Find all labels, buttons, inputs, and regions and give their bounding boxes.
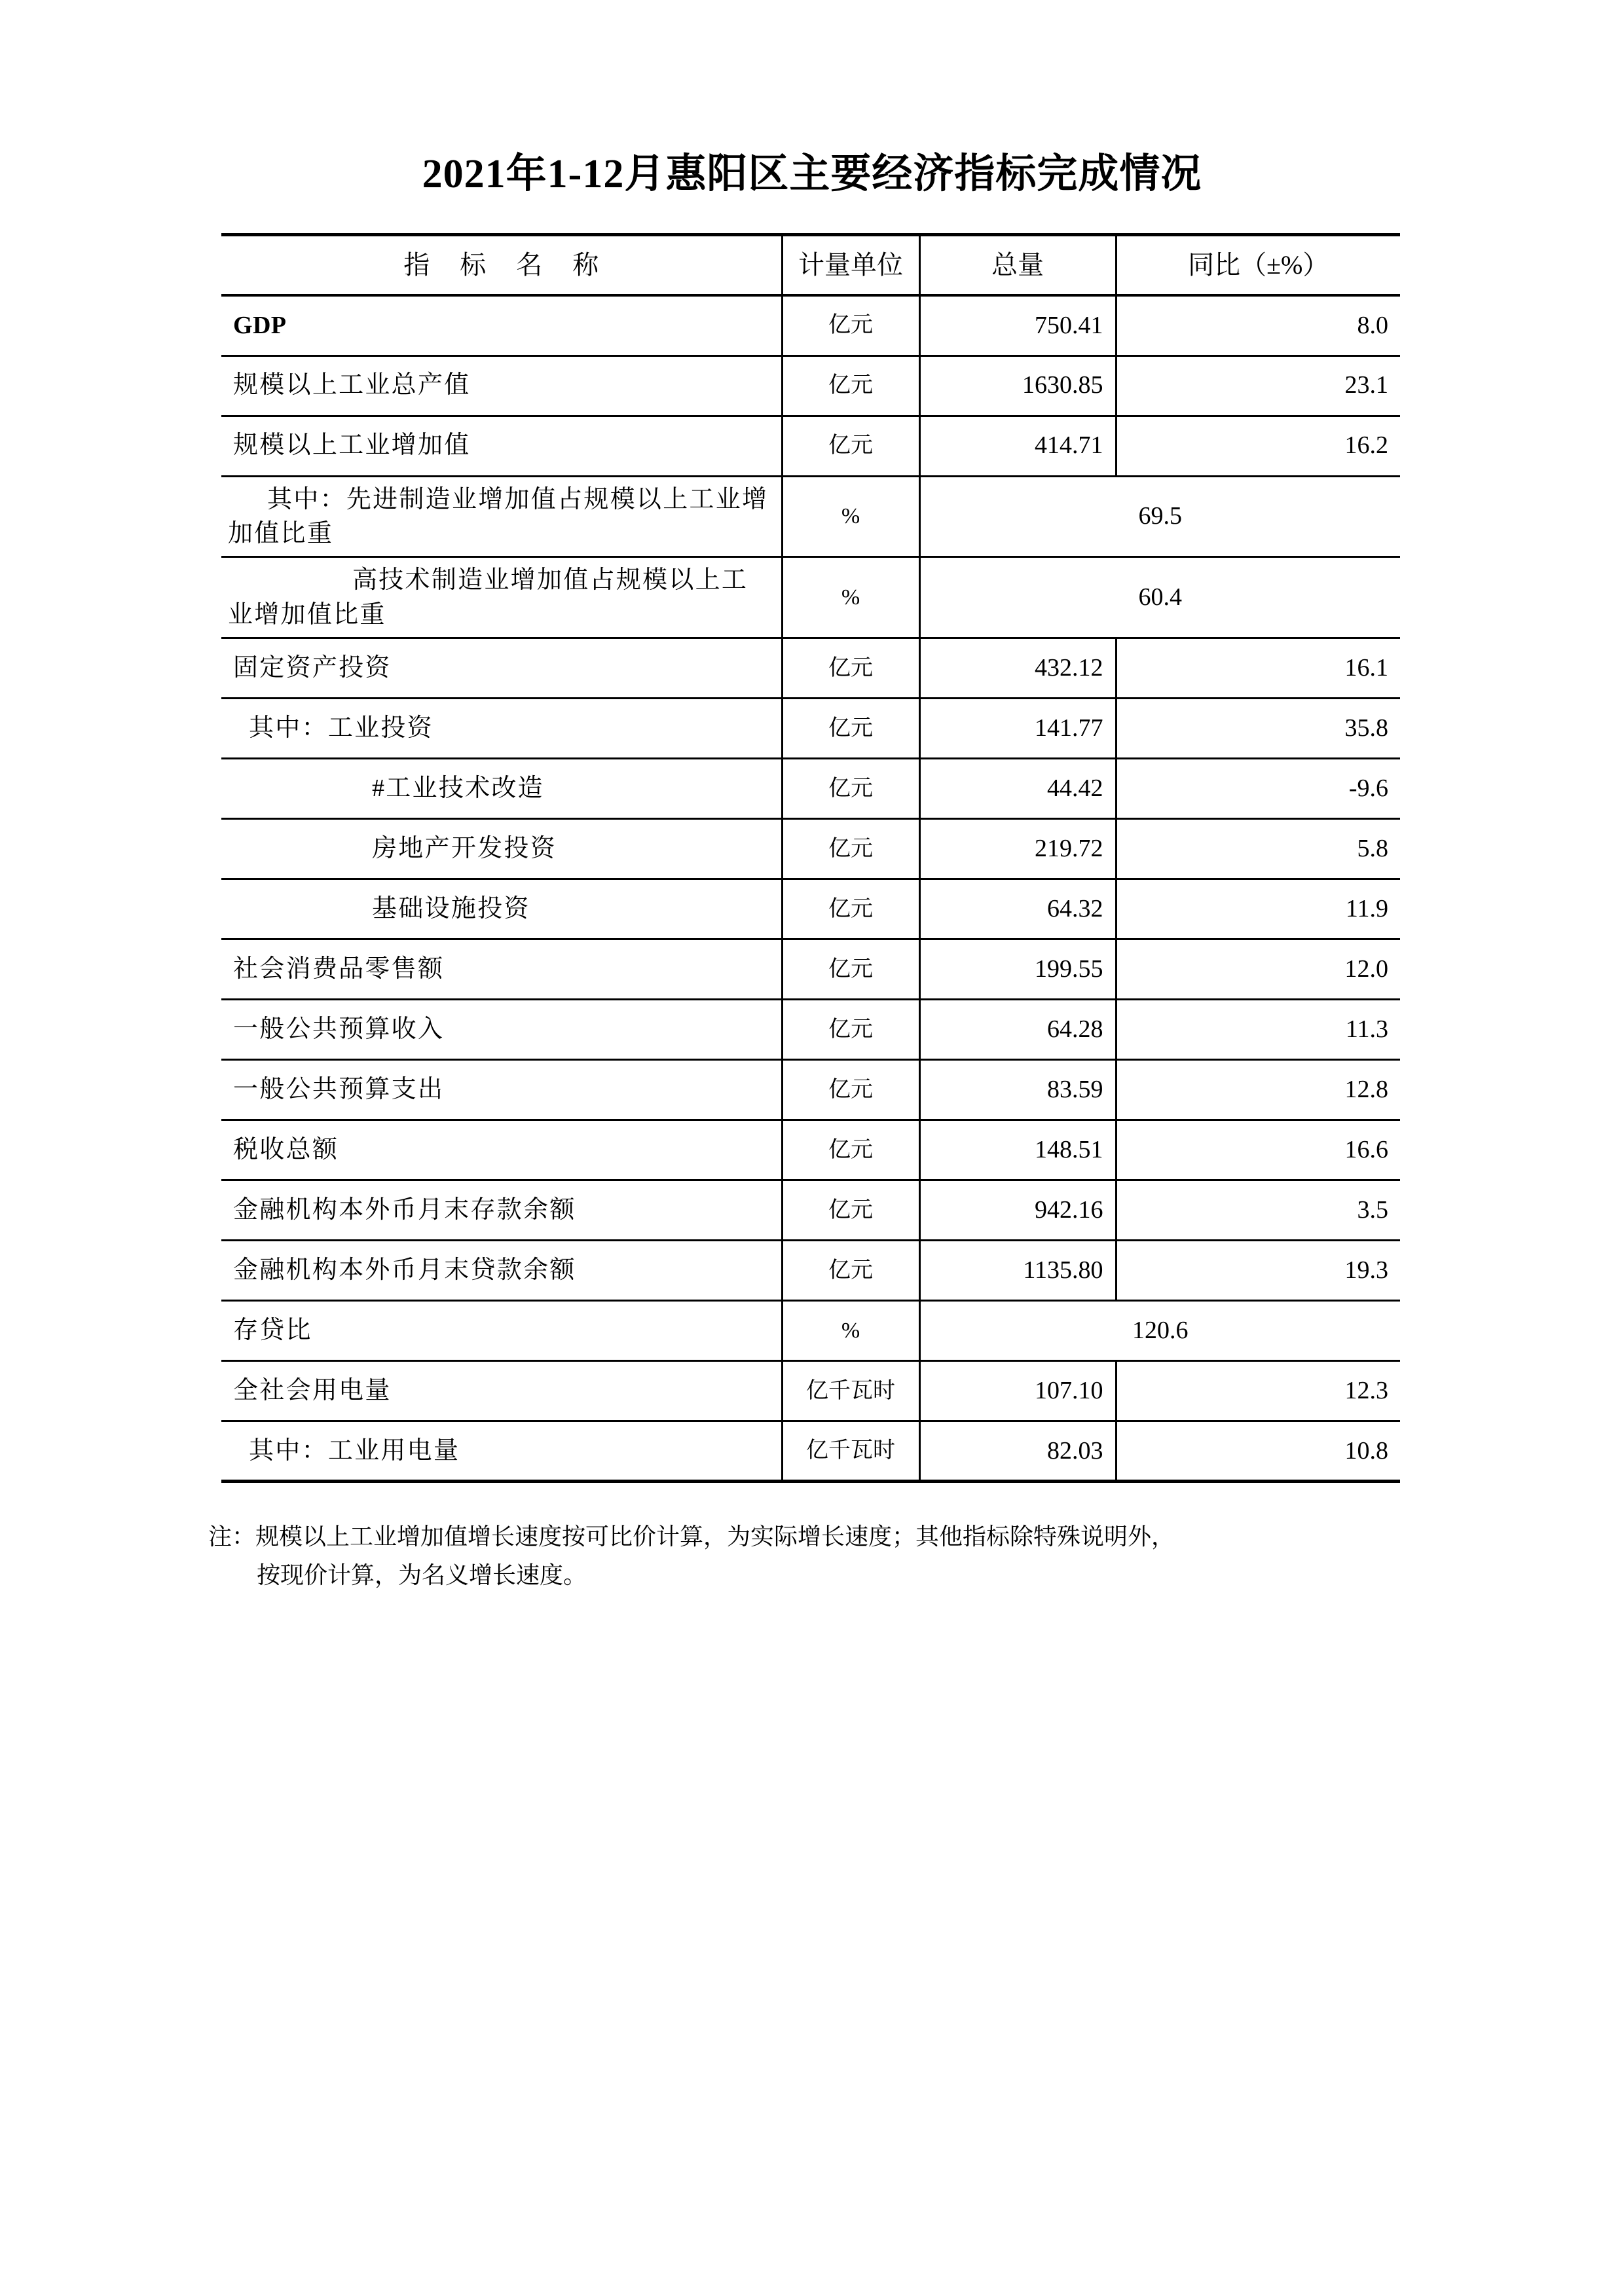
table-footnote <box>208 1518 1426 1595</box>
indicator-name-cell: 金融机构本外币月末贷款余额 <box>221 1241 782 1301</box>
table-row <box>221 295 1400 355</box>
yoy-value-cell: 12.0 <box>1116 939 1400 1000</box>
table-row <box>221 1180 1400 1241</box>
indicator-name-cell: 基础设施投资 <box>221 879 782 939</box>
table-row <box>221 939 1400 1000</box>
table-row <box>221 1361 1400 1421</box>
unit-cell: 亿元 <box>782 1241 919 1301</box>
unit-cell: 亿千瓦时 <box>782 1361 919 1421</box>
unit-cell: 亿元 <box>782 638 919 699</box>
yoy-value-cell: 10.8 <box>1116 1421 1400 1482</box>
yoy-value-cell: 5.8 <box>1116 819 1400 879</box>
unit-cell: 亿元 <box>782 939 919 1000</box>
indicator-name-cell: 固定资产投资 <box>221 638 782 699</box>
yoy-value-cell: 19.3 <box>1116 1241 1400 1301</box>
table-row <box>221 819 1400 879</box>
yoy-value-cell: 35.8 <box>1116 699 1400 759</box>
economic-indicators-table <box>221 233 1400 1483</box>
table-row <box>221 1301 1400 1361</box>
yoy-value-cell: 16.2 <box>1116 416 1400 476</box>
indicator-name-cell: 房地产开发投资 <box>221 819 782 879</box>
unit-cell: 亿元 <box>782 295 919 355</box>
unit-cell: 亿元 <box>782 759 919 819</box>
column-header-total: 总量 <box>919 235 1116 296</box>
table-row <box>221 557 1400 638</box>
table-row <box>221 355 1400 416</box>
table-row <box>221 759 1400 819</box>
unit-cell: 亿元 <box>782 416 919 476</box>
unit-cell: 亿元 <box>782 1120 919 1180</box>
total-value-cell: 82.03 <box>919 1421 1116 1482</box>
total-value-cell: 942.16 <box>919 1180 1116 1241</box>
indicator-name-cell: #工业技术改造 <box>221 759 782 819</box>
indicator-name-cell: 高技术制造业增加值占规模以上工业增加值比重 <box>221 557 782 638</box>
table-row <box>221 1241 1400 1301</box>
table-row <box>221 1060 1400 1120</box>
table-row <box>221 1421 1400 1482</box>
indicator-name-cell: 一般公共预算收入 <box>221 1000 782 1060</box>
yoy-value-cell: 12.8 <box>1116 1060 1400 1120</box>
total-value-cell: 107.10 <box>919 1361 1116 1421</box>
indicator-name-cell: 社会消费品零售额 <box>221 939 782 1000</box>
total-value-cell-merged: 60.4 <box>919 557 1400 638</box>
total-value-cell: 219.72 <box>919 819 1116 879</box>
total-value-cell: 64.32 <box>919 879 1116 939</box>
indicator-name-cell: 规模以上工业总产值 <box>221 355 782 416</box>
unit-cell: % <box>782 1301 919 1361</box>
indicator-name-cell: 税收总额 <box>221 1120 782 1180</box>
total-value-cell: 432.12 <box>919 638 1116 699</box>
total-value-cell-merged: 69.5 <box>919 476 1400 557</box>
total-value-cell: 750.41 <box>919 295 1116 355</box>
table-row <box>221 1000 1400 1060</box>
unit-cell: 亿元 <box>782 1060 919 1120</box>
unit-cell: 亿元 <box>782 879 919 939</box>
table-row <box>221 638 1400 699</box>
yoy-value-cell: 11.3 <box>1116 1000 1400 1060</box>
yoy-value-cell: 3.5 <box>1116 1180 1400 1241</box>
table-row <box>221 416 1400 476</box>
unit-cell: 亿元 <box>782 699 919 759</box>
total-value-cell: 414.71 <box>919 416 1116 476</box>
yoy-value-cell: -9.6 <box>1116 759 1400 819</box>
page-title: 2021年1-12月惠阳区主要经济指标完成情况 <box>422 152 1202 196</box>
indicator-name-cell: 其中：工业投资 <box>221 699 782 759</box>
yoy-value-cell: 16.6 <box>1116 1120 1400 1180</box>
total-value-cell: 64.28 <box>919 1000 1116 1060</box>
unit-cell: 亿元 <box>782 819 919 879</box>
indicator-name-cell: 规模以上工业增加值 <box>221 416 782 476</box>
indicator-name-cell: 金融机构本外币月末存款余额 <box>221 1180 782 1241</box>
table-row <box>221 476 1400 557</box>
unit-cell: % <box>782 476 919 557</box>
indicator-name-cell: 一般公共预算支出 <box>221 1060 782 1120</box>
column-header-yoy: 同比（±%） <box>1116 235 1400 296</box>
column-header-unit: 计量单位 <box>782 235 919 296</box>
total-value-cell: 199.55 <box>919 939 1116 1000</box>
total-value-cell: 1630.85 <box>919 355 1116 416</box>
economic-indicators-table-wrap <box>221 233 1400 1483</box>
footnote-line-1: 注：规模以上工业增加值增长速度按可比价计算，为实际增长速度；其他指标除特殊说明外， <box>208 1523 1175 1550</box>
total-value-cell: 83.59 <box>919 1060 1116 1120</box>
table-row <box>221 879 1400 939</box>
total-value-cell: 148.51 <box>919 1120 1116 1180</box>
total-value-cell-merged: 120.6 <box>919 1301 1400 1361</box>
indicator-name-cell: 全社会用电量 <box>221 1361 782 1421</box>
table-body <box>221 295 1400 1482</box>
unit-cell: 亿元 <box>782 1000 919 1060</box>
unit-cell: 亿元 <box>782 355 919 416</box>
yoy-value-cell: 8.0 <box>1116 295 1400 355</box>
unit-cell: % <box>782 557 919 638</box>
unit-cell: 亿千瓦时 <box>782 1421 919 1482</box>
total-value-cell: 1135.80 <box>919 1241 1116 1301</box>
indicator-name-cell: 其中：先进制造业增加值占规模以上工业增加值比重 <box>221 476 782 557</box>
yoy-value-cell: 16.1 <box>1116 638 1400 699</box>
indicator-name-cell: 其中：工业用电量 <box>221 1421 782 1482</box>
yoy-value-cell: 11.9 <box>1116 879 1400 939</box>
table-header <box>221 235 1400 296</box>
yoy-value-cell: 23.1 <box>1116 355 1400 416</box>
total-value-cell: 141.77 <box>919 699 1116 759</box>
table-header-row <box>221 235 1400 296</box>
footnote-line-2: 按现价计算，为名义增长速度。 <box>257 1562 587 1589</box>
table-row <box>221 699 1400 759</box>
yoy-value-cell: 12.3 <box>1116 1361 1400 1421</box>
indicator-name-cell: 存贷比 <box>221 1301 782 1361</box>
column-header-indicator-name: 指 标 名 称 <box>221 235 782 296</box>
unit-cell: 亿元 <box>782 1180 919 1241</box>
table-row <box>221 1120 1400 1180</box>
indicator-name-cell: GDP <box>221 295 782 355</box>
total-value-cell: 44.42 <box>919 759 1116 819</box>
